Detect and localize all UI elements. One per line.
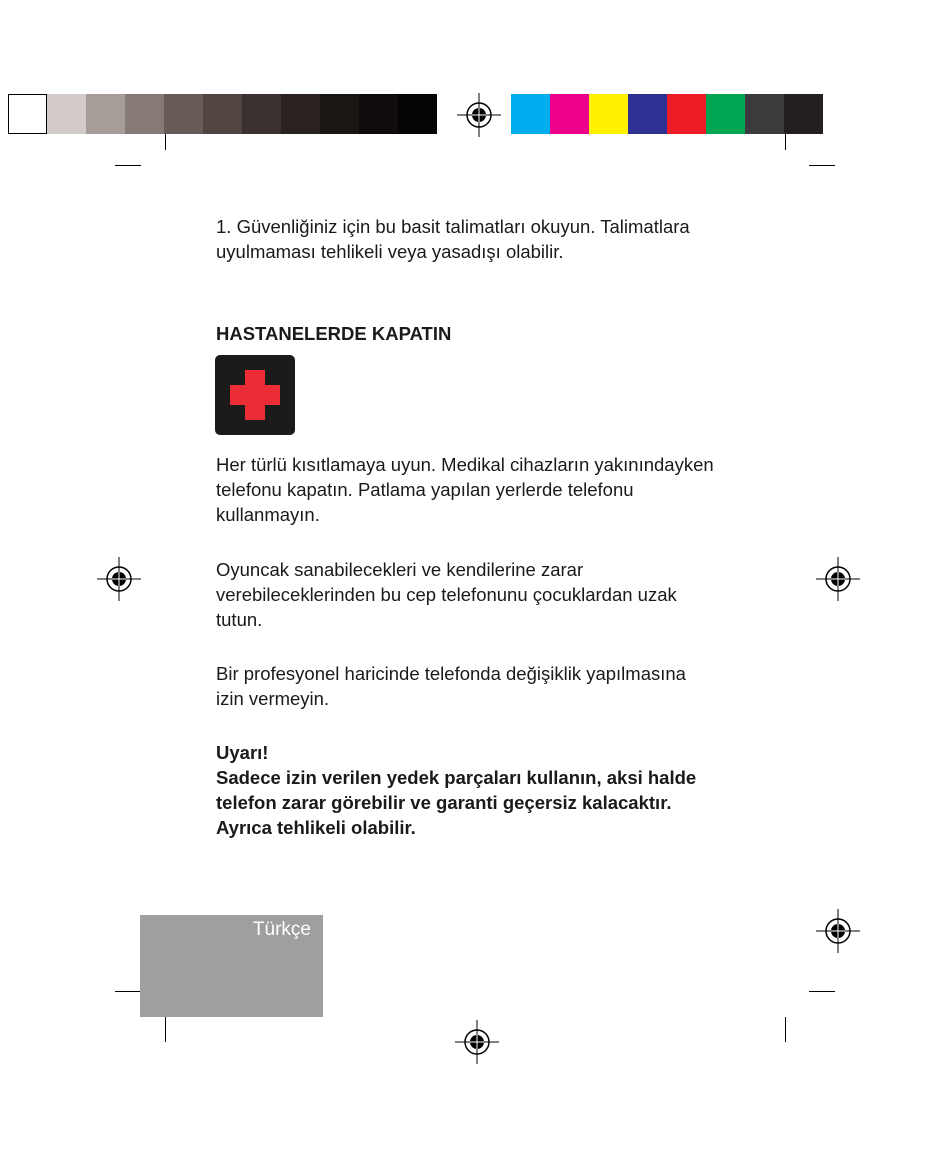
section-heading: HASTANELERDE KAPATIN <box>216 323 452 344</box>
body-paragraph-3: Bir profesyonel haricinde telefonda değişiklik yapılmasına izin vermeyin. <box>216 663 686 709</box>
crop-mark <box>809 991 835 992</box>
registration-mark-icon <box>455 1020 499 1064</box>
color-calibration-bar <box>511 94 823 134</box>
body-paragraph-1: Her türlü kısıtlamaya uyun. Medikal cihazların yakınındayken telefonu kapatın. Patlama yapılan yerlerde telefonu kullanmayın. <box>216 454 714 525</box>
hospital-cross-icon <box>215 355 295 435</box>
grey-swatch <box>242 94 281 134</box>
crop-mark <box>785 134 786 150</box>
registration-mark-icon <box>97 557 141 601</box>
color-swatch <box>589 94 628 134</box>
grey-swatch <box>359 94 398 134</box>
registration-mark-icon <box>457 93 501 137</box>
language-label: Türkçe <box>252 919 311 940</box>
crop-mark <box>115 165 141 166</box>
grey-swatch <box>86 94 125 134</box>
crop-mark <box>165 134 166 150</box>
registration-mark-icon <box>816 909 860 953</box>
crop-mark <box>165 1017 166 1042</box>
body-paragraph-2: Oyuncak sanabilecekleri ve kendilerine zarar verebileceklerinden bu cep telefonunu çocuklardan uzak tutun. <box>216 559 677 630</box>
grey-swatch <box>203 94 242 134</box>
crop-mark <box>115 991 141 992</box>
grey-swatch <box>281 94 320 134</box>
registration-mark-icon <box>816 557 860 601</box>
grey-swatch <box>8 94 47 134</box>
warning-text: Sadece izin verilen yedek parçaları kullanın, aksi halde telefon zarar görebilir ve garanti geçersiz kalacaktır. Ayrıca tehlikeli olabilir. <box>216 767 697 838</box>
color-swatch <box>511 94 550 134</box>
color-swatch <box>550 94 589 134</box>
language-tab <box>140 915 323 1017</box>
crop-mark <box>809 165 835 166</box>
color-swatch <box>628 94 667 134</box>
grey-calibration-bar <box>8 94 437 134</box>
grey-swatch <box>320 94 359 134</box>
grey-swatch <box>47 94 86 134</box>
grey-swatch <box>164 94 203 134</box>
color-swatch <box>706 94 745 134</box>
color-swatch <box>745 94 784 134</box>
intro-paragraph: 1. Güvenliğiniz için bu basit talimatları okuyun. Talimatlara uyulmaması tehlikeli veya yasadışı olabilir. <box>216 216 690 262</box>
warning-title: Uyarı! <box>216 742 269 763</box>
grey-swatch <box>398 94 437 134</box>
color-swatch <box>667 94 706 134</box>
grey-swatch <box>125 94 164 134</box>
crop-mark <box>785 1017 786 1042</box>
color-swatch <box>784 94 823 134</box>
